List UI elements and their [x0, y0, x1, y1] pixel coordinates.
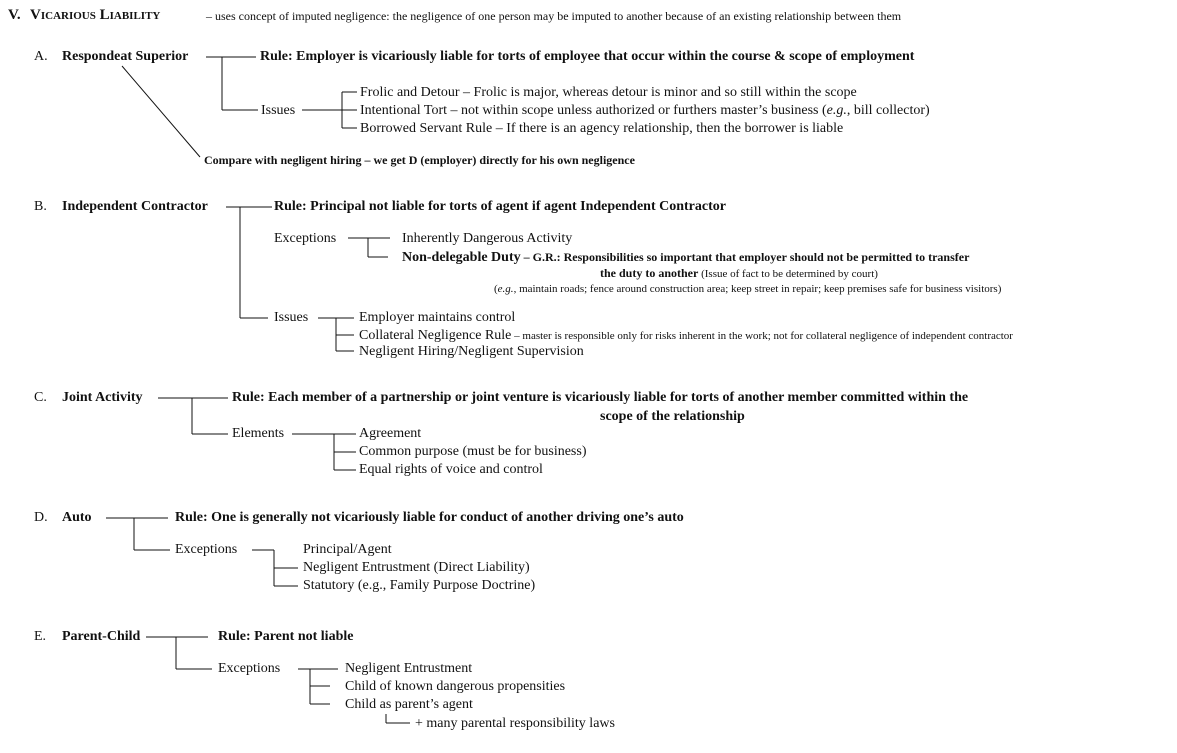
nondelegable-gr: – G.R.: [520, 250, 564, 264]
section-b-exception-nondelegable [402, 249, 969, 266]
section-e-exception-parents-agent: Child as parent’s agent [345, 697, 473, 712]
section-c-rule-line2: scope of the relationship [600, 409, 745, 424]
outline-number: V. [8, 7, 21, 23]
title-smallcaps-v: ICARIOUS [40, 10, 96, 22]
section-d-exception-negligent-entrustment: Negligent Entrustment (Direct Liability) [303, 560, 530, 575]
issue2-post: , bill collector) [846, 103, 930, 118]
section-e-rule: Rule: Parent not liable [218, 629, 354, 644]
nondelegable-title: Non-delegable Duty [402, 250, 521, 265]
section-e-exceptions-label: Exceptions [218, 661, 281, 676]
section-b-letter: B. [34, 199, 47, 214]
section-c-element-common-purpose: Common purpose (must be for business) [359, 444, 587, 459]
section-b-nondelegable-examples: (e.g., maintain roads; fence around construction area; keep street in repair; keep premises safe for business visitors) [494, 283, 1002, 295]
section-a-issues-label: Issues [261, 103, 296, 118]
section-c-element-agreement: Agreement [359, 426, 422, 441]
section-b-issues-label: Issues [274, 310, 309, 325]
nondelegable-eg: e.g. [497, 283, 514, 295]
section-c-title: Joint Activity [62, 390, 143, 405]
section-d-letter: D. [34, 510, 48, 525]
title-initial-v: V [30, 7, 41, 23]
section-a-title: Respondeat Superior [62, 49, 189, 64]
section-c-elements-label: Elements [232, 426, 285, 441]
collateral-detail: – master is responsible only for risks inherent in the work; not for collateral negligence of independent contractor [511, 330, 1013, 342]
section-b-issue-employer-control: Employer maintains control [359, 310, 516, 325]
section-a-issue-borrowed-servant: Borrowed Servant Rule – If there is an agency relationship, then the borrower is liable [360, 121, 844, 136]
section-d-exception-statutory: Statutory (e.g., Family Purpose Doctrine) [303, 578, 536, 593]
issue2-eg: e.g. [826, 103, 847, 118]
section-d-exception-principal-agent: Principal/Agent [303, 542, 392, 557]
section-c-rule-line1: Rule: Each member of a partnership or joint venture is vicariously liable for torts of another member committed within the [232, 390, 969, 405]
section-c-letter: C. [34, 390, 47, 405]
section-b-nondelegable-line2 [600, 265, 878, 282]
section-a-issue-frolic: Frolic and Detour – Frolic is major, whereas detour is minor and so still within the scope [360, 85, 857, 100]
nondelegable-line2-note: (Issue of fact to be determined by court) [698, 268, 878, 280]
section-e-title: Parent-Child [62, 629, 141, 644]
section-b-title: Independent Contractor [62, 199, 208, 214]
section-e-letter: E. [34, 629, 47, 644]
section-d-rule: Rule: One is generally not vicariously liable for conduct of another driving one’s auto [175, 510, 684, 525]
section-a-rule: Rule: Employer is vicariously liable for torts of employee that occur within the course & scope of employment [260, 49, 915, 64]
section-d-title: Auto [62, 510, 92, 525]
section-e-exception-negligent-entrustment: Negligent Entrustment [345, 661, 473, 676]
issue2-pre: Intentional Tort – not within scope unless authorized or furthers master’s business ( [360, 103, 827, 118]
section-a-letter: A. [34, 49, 48, 64]
nondelegable-line2-bold: the duty to another [600, 266, 699, 280]
section-b-issue-negligent-hiring: Negligent Hiring/Negligent Supervision [359, 344, 584, 359]
section-e-exception-dangerous-propensities: Child of known dangerous propensities [345, 679, 566, 694]
section-c-element-equal-rights: Equal rights of voice and control [359, 462, 543, 477]
title-smallcaps-l: IABILITY [109, 10, 161, 22]
section-a-issue-intentional-tort [360, 103, 930, 119]
section-description: – uses concept of imputed negligence: the negligence of one person may be imputed to another because of an existing relationship between them [206, 9, 902, 23]
section-b-exceptions-label: Exceptions [274, 231, 337, 246]
collateral-title: Collateral Negligence Rule [359, 328, 512, 343]
section-e-parental-responsibility-laws: + many parental responsibility laws [415, 716, 615, 731]
section-b-rule: Rule: Principal not liable for torts of agent if agent Independent Contractor [274, 199, 726, 214]
title-initial-l: L [99, 7, 110, 23]
section-b-exception-inherently-dangerous: Inherently Dangerous Activity [402, 231, 573, 246]
section-b-issue-collateral [359, 328, 1013, 344]
nondelegable-line3: , maintain roads; fence around construction area; keep street in repair; keep premises safe for business visitors) [513, 283, 1002, 295]
nondelegable-line1: Responsibilities so important that employer should not be permitted to transfer [563, 250, 970, 264]
section-d-exceptions-label: Exceptions [175, 542, 238, 557]
section-a-compare: Compare with negligent hiring – we get D (employer) directly for his own negligence [204, 153, 635, 167]
